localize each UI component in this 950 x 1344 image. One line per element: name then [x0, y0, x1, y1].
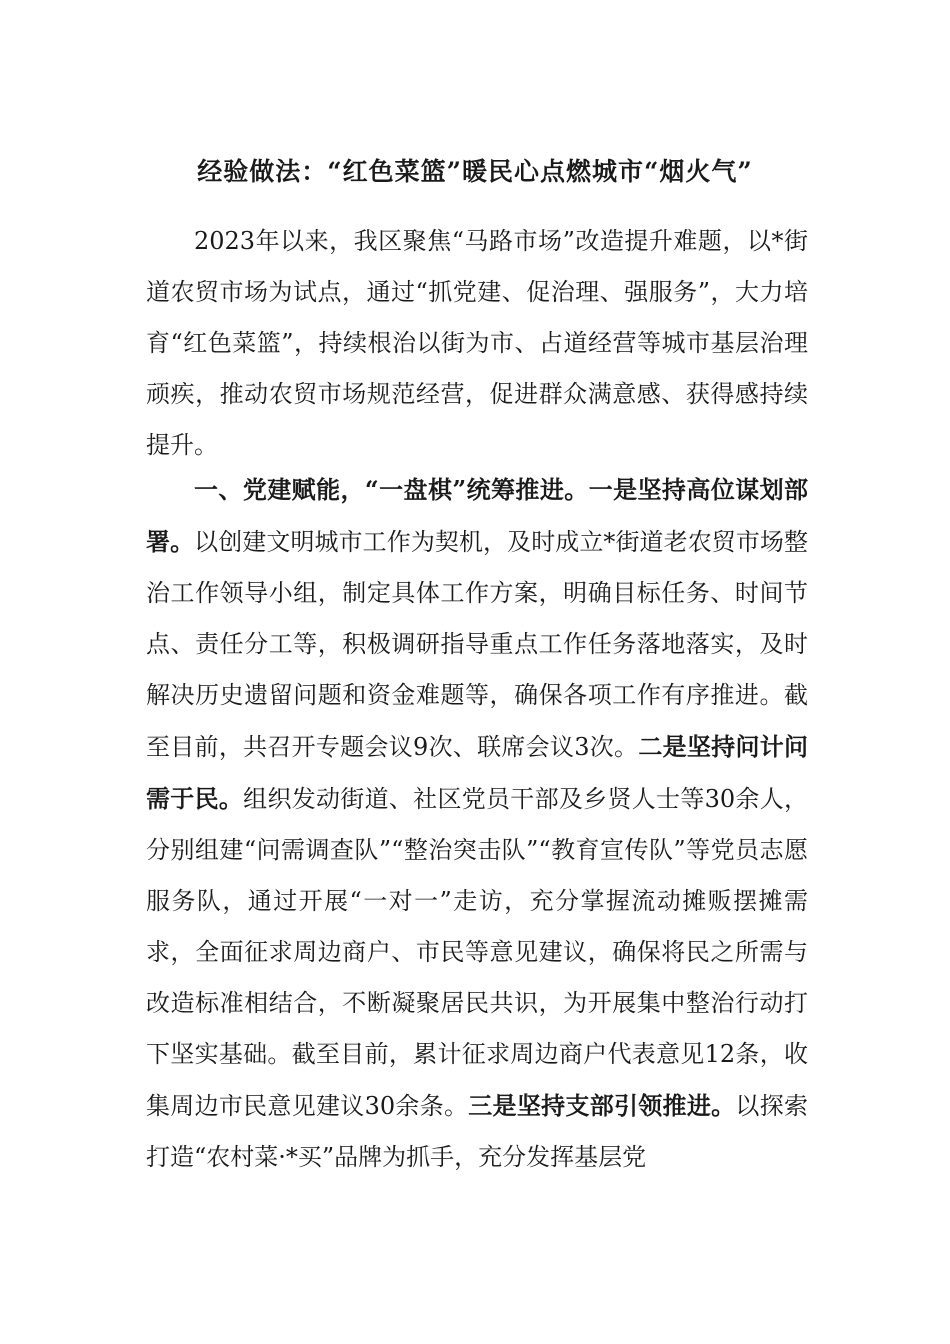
point-one-text: 以创建文明城市工作为契机，及时成立*街道老农贸市场整治工作领导小组，制定具体工作方案，明确目标任务、时间节点、责任分工等，积极调研指导重点工作任务落地落实，及时解决历史遗留问题和资金难题等，确保各项工作有序推进。截至目前，共召开专题会议9次、联席会议3次。: [146, 528, 809, 761]
intro-paragraph: [146, 216, 808, 471]
section-one-paragraph: [146, 464, 808, 1183]
document-title: 经验做法：“红色菜篮”暖民心点燃城市“烟火气”: [197, 157, 753, 186]
point-two-lead: 二是坚持问计问需于民。: [146, 732, 808, 813]
point-one-lead: 一是坚持高位谋划部署。: [146, 475, 809, 556]
point-two-text: 组织发动街道、社区党员干部及乡贤人士等30余人，分别组建“问需调查队”“整治突击队”“教育宣传队”等党员志愿服务队，通过开展“一对一”走访，充分掌握流动摊贩摆摊需求，全面征求周边商户、市民等意见建议，确保将民之所需与改造标准相结合，不断凝聚居民共识，为开展集中整治行动打下坚实基础。截至目前，累计征求周边商户代表意见12条，收集周边市民意见建议30余条。: [146, 785, 809, 1120]
point-three-lead: 三是坚持支部引领推进。: [468, 1091, 736, 1120]
point-three-text: 以探索打造“农村菜·*买”品牌为抓手，充分发挥基层党: [146, 1092, 808, 1171]
section-heading: 一、党建赋能，“一盘棋”统筹推进。: [194, 475, 589, 504]
intro-text: 2023年以来，我区聚焦“马路市场”改造提升难题，以*街道农贸市场为试点，通过“抓党建、促治理、强服务”，大力培育“红色菜篮”，持续根治以街为市、占道经营等城市基层治理顽疾，推动农贸市场规范经营，促进群众满意感、获得感持续提升。: [146, 227, 808, 459]
